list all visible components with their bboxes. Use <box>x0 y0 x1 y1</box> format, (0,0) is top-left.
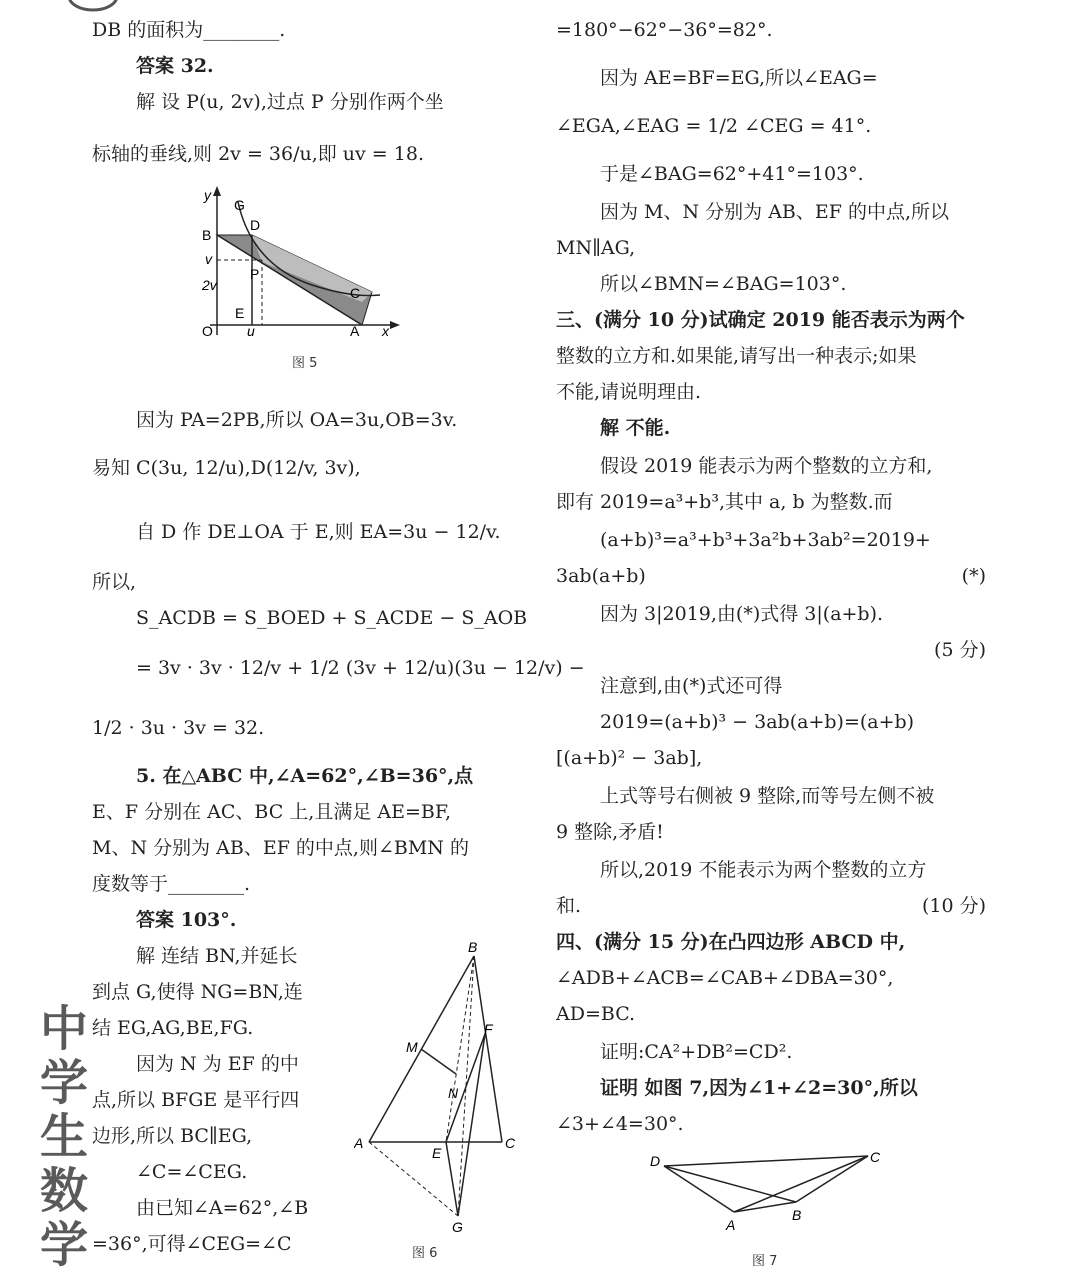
text-line: 注意到,由(*)式还可得 <box>600 675 783 697</box>
text-line: 因为 AE=BF=EG,所以∠EAG= <box>600 67 878 89</box>
formula-line: (a+b)³=a³+b³+3a²b+3ab²=2019+ <box>600 529 931 551</box>
score-note: (5 分) <box>934 639 986 661</box>
fig5-label: O <box>202 323 213 339</box>
text-line: 所以, <box>92 571 137 593</box>
fig7-label: C <box>870 1149 881 1165</box>
text-line: 上式等号右侧被 9 整除,而等号左侧不被 <box>600 785 935 807</box>
watermark-char: 学 <box>40 1055 89 1111</box>
text-line: ∠3+∠4=30°. <box>556 1113 684 1135</box>
text-line: MN∥AG, <box>556 237 636 259</box>
solution-line: 解 连结 BN,并延长 <box>136 945 298 967</box>
fig6-label: N <box>448 1085 459 1101</box>
fig7-label: D <box>650 1153 661 1169</box>
watermark-char: 数 <box>40 1163 89 1219</box>
text-line: 于是∠BAG=62°+41°=103°. <box>600 163 864 185</box>
text-line: AD=BC. <box>556 1003 636 1025</box>
proof-line: 证明 如图 7,因为∠1+∠2=30°,所以 <box>600 1077 918 1099</box>
journal-logo-icon <box>66 0 120 16</box>
text-line: 证明:CA²+DB²=CD². <box>600 1041 793 1063</box>
text-line: 整数的立方和.如果能,请写出一种表示;如果 <box>556 345 917 367</box>
text-line: 结 EG,AG,BE,FG. <box>92 1017 254 1039</box>
text-line: 即有 2019=a³+b³,其中 a, b 为整数.而 <box>556 491 893 513</box>
text-line: E、F 分别在 AC、BC 上,且满足 AE=BF, <box>92 801 452 823</box>
figure-6 <box>354 934 524 1234</box>
figure-6-caption: 图 6 <box>412 1246 438 1261</box>
watermark-char: 中 <box>40 1001 89 1057</box>
fig5-label: v <box>205 251 212 267</box>
formula-line: [(a+b)² − 3ab], <box>556 747 703 769</box>
fig7-label: A <box>726 1217 736 1233</box>
text-line: DB 的面积为________. <box>92 19 286 41</box>
fig6-label: G <box>452 1219 463 1234</box>
score-note: (10 分) <box>921 895 986 917</box>
figure-7 <box>646 1146 896 1236</box>
problem-3-line: 三、(满分 10 分)试确定 2019 能否表示为两个 <box>556 309 965 331</box>
fig6-label: M <box>406 1039 418 1055</box>
text-line: 所以,2019 不能表示为两个整数的立方 <box>600 859 927 881</box>
text-line: 所以∠BMN=∠BAG=103°. <box>600 273 847 295</box>
fig5-label: G <box>234 197 245 213</box>
fig5-label: y <box>204 187 211 203</box>
problem-5-line: 5. 在△ABC 中,∠A=62°,∠B=36°,点 <box>136 765 474 787</box>
solution-line: 解 设 P(u, 2v),过点 P 分别作两个坐 <box>136 91 444 113</box>
text-line: 度数等于________. <box>92 873 251 895</box>
answer-line: 答案 32. <box>136 55 214 77</box>
text-line: 因为 3|2019,由(*)式得 3|(a+b). <box>600 603 884 625</box>
formula-line: S_ACDB = S_BOED + S_ACDE − S_AOB <box>136 607 528 629</box>
fig5-label: B <box>202 227 212 243</box>
fig5-label: E <box>235 305 245 321</box>
fig6-label: A <box>354 1135 364 1151</box>
fig5-label: D <box>250 217 261 233</box>
text-line: 不能,请说明理由. <box>556 381 702 403</box>
fig6-label: C <box>505 1135 516 1151</box>
text-line: =36°,可得∠CEG=∠C <box>92 1233 292 1255</box>
fig7-label: B <box>792 1207 802 1223</box>
figure-5 <box>202 180 402 340</box>
formula-line: 1/2 · 3u · 3v = 32. <box>92 717 265 739</box>
text-line: 因为 PA=2PB,所以 OA=3u,OB=3v. <box>136 409 458 431</box>
text-line: ∠ADB+∠ACB=∠CAB+∠DBA=30°, <box>556 967 894 989</box>
text-line: 点,所以 BFGE 是平行四 <box>92 1089 300 1111</box>
text-line: 自 D 作 DE⊥OA 于 E,则 EA=3u − 12/v. <box>136 521 501 543</box>
fig5-label: C <box>350 285 361 301</box>
solution-line: 解 不能. <box>600 417 671 439</box>
fig5-label: P <box>250 266 260 282</box>
formula-line: 2019=(a+b)³ − 3ab(a+b)=(a+b) <box>600 711 915 733</box>
fig5-label: u <box>247 323 255 339</box>
text-line: 边形,所以 BC∥EG, <box>92 1125 253 1147</box>
fig6-label: E <box>432 1145 442 1161</box>
watermark-char: 生 <box>40 1109 89 1165</box>
text-line: M、N 分别为 AB、EF 的中点,则∠BMN 的 <box>92 837 469 859</box>
figure-7-caption: 图 7 <box>752 1254 778 1269</box>
problem-4-line: 四、(满分 15 分)在凸四边形 ABCD 中, <box>556 931 906 953</box>
formula-line: = 3v · 3v · 12/v + 1/2 (3v + 12/u)(3u − 12/v) − <box>136 657 585 679</box>
fig6-label: F <box>484 1021 493 1037</box>
equation-tag: (*) <box>961 565 986 587</box>
fig5-label: x <box>382 323 389 339</box>
fig6-label: B <box>468 939 478 955</box>
text-line: 易知 C(3u, 12/u),D(12/v, 3v), <box>92 457 361 479</box>
text-line: 到点 G,使得 NG=BN,连 <box>92 981 303 1003</box>
text-line: 因为 M、N 分别为 AB、EF 的中点,所以 <box>600 201 950 223</box>
text-line: 因为 N 为 EF 的中 <box>136 1053 299 1075</box>
text-line: ∠C=∠CEG. <box>136 1161 248 1183</box>
fig5-label: A <box>350 323 360 339</box>
answer-line: 答案 103°. <box>136 909 237 931</box>
text-line: =180°−62°−36°=82°. <box>556 19 773 41</box>
watermark-char: 学 <box>40 1217 89 1273</box>
text-line: 标轴的垂线,则 2v = 36/u,即 uv = 18. <box>92 143 424 165</box>
text-line: 假设 2019 能表示为两个整数的立方和, <box>600 455 933 477</box>
fig5-label: 2v <box>202 277 217 293</box>
text-line: 由已知∠A=62°,∠B <box>136 1197 309 1219</box>
formula-line: 3ab(a+b) <box>556 565 646 587</box>
text-line: ∠EGA,∠EAG = 1/2 ∠CEG = 41°. <box>556 115 872 137</box>
text-line: 和. <box>556 895 582 917</box>
figure-5-caption: 图 5 <box>292 356 318 371</box>
text-line: 9 整除,矛盾! <box>556 821 664 843</box>
